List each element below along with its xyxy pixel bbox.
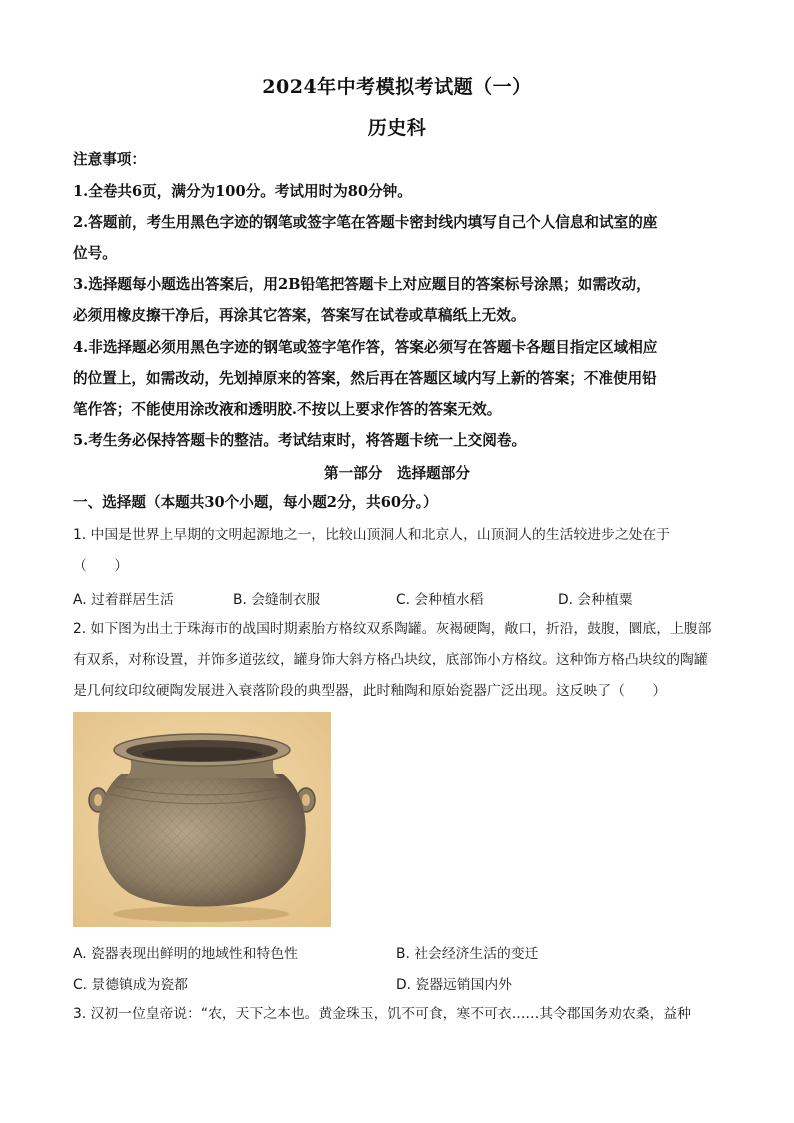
pottery-jar-photo [73, 712, 331, 927]
q1-stem-line-2: （ ） [73, 558, 129, 574]
q1-option-a: A. 过着群居生活 [73, 592, 174, 608]
part-title: 第一部分 选择题部分 [324, 465, 470, 482]
note-line-6: 4.非选择题必须用黑色字迹的钢笔或签字笔作答，答案必须写在答题卡各题目指定区域相应 [73, 339, 658, 356]
q3-stem-line-1: 3. 汉初一位皇帝说：“农，天下之本也。黄金珠玉，饥不可食，寒不可衣……其令郡国务劝农桑，益种 [73, 1006, 691, 1022]
note-line-5: 必须用橡皮擦干净后，再涂其它答案，答案写在试卷或草稿纸上无效。 [73, 307, 526, 324]
note-line-7: 的位置上，如需改动，先划掉原来的答案，然后再在答题区域内写上新的答案；不准使用铅 [73, 370, 657, 387]
q2-option-d: D. 瓷器远销国内外 [396, 977, 512, 993]
note-line-3: 位号。 [73, 245, 117, 262]
note-line-4: 3.选择题每小题选出答案后，用2B铅笔把答题卡上对应题目的答案标号涂黑；如需改动， [73, 276, 651, 293]
q1-option-b: B. 会缝制衣服 [233, 592, 321, 608]
q1-stem-line-1: 1. 中国是世界上早期的文明起源地之一，比较山顶洞人和北京人，山顶洞人的生活较进步之处在于 [73, 527, 671, 543]
exam-title: 2024年中考模拟考试题（一） [262, 76, 532, 98]
q2-option-c: C. 景德镇成为瓷都 [73, 977, 188, 993]
q2-stem-line-1: 2. 如下图为出土于珠海市的战国时期素胎方格纹双系陶罐。灰褐硬陶，敞口，折沿，鼓腹，圜底，上腹部 [73, 621, 712, 637]
note-line-1: 1.全卷共6页，满分为100分。考试用时为80分钟。 [73, 183, 412, 200]
notes-heading: 注意事项： [73, 151, 146, 168]
q1-option-c: C. 会种植水稻 [396, 592, 484, 608]
q2-option-a: A. 瓷器表现出鲜明的地域性和特色性 [73, 946, 298, 962]
note-line-8: 笔作答；不能使用涂改液和透明胶.不按以上要求作答的答案无效。 [73, 401, 502, 418]
note-line-2: 2.答题前，考生用黑色字迹的钢笔或签字笔在答题卡密封线内填写自己个人信息和试室的座 [73, 214, 658, 231]
q2-stem-line-2: 有双系，对称设置，并饰多道弦纹，罐身饰大斜方格凸块纹，底部饰小方格纹。这种饰方格凸块纹的陶罐 [73, 652, 708, 668]
q2-stem-line-3: 是几何纹印纹硬陶发展进入衰落阶段的典型器，此时釉陶和原始瓷器广泛出现。这反映了（ ） [73, 683, 667, 699]
section-heading: 一、选择题（本题共30个小题，每小题2分，共60分。） [73, 494, 438, 511]
q1-option-d: D. 会种植粟 [558, 592, 633, 608]
q2-option-b: B. 社会经济生活的变迁 [396, 946, 539, 962]
note-line-9: 5.考生务必保持答题卡的整洁。考试结束时，将答题卡统一上交阅卷。 [73, 432, 527, 449]
exam-subject: 历史科 [367, 117, 427, 139]
